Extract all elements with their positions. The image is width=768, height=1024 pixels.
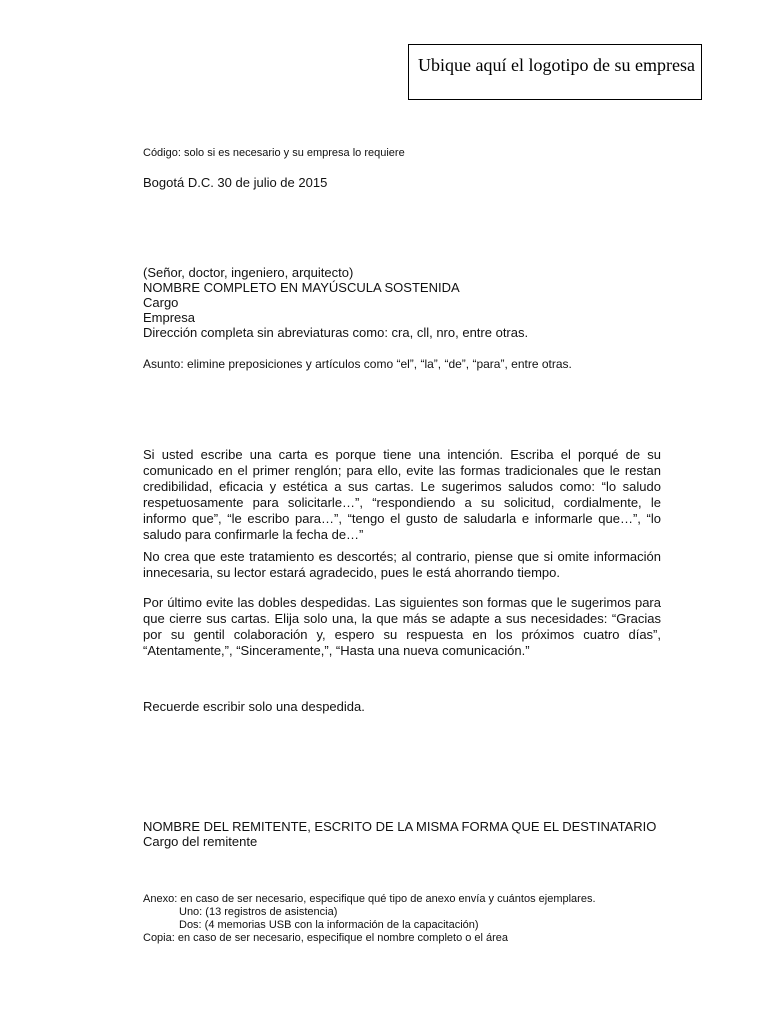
recipient-title-options: (Señor, doctor, ingeniero, arquitecto) — [143, 265, 354, 280]
body-paragraph-1: Si usted escribe una carta es porque tiene una intención. Escriba el porqué de su comunicado en el primer renglón; para ello, evite las formas tradicionales que le restan credibilidad, eficacia y estética a sus cartas. Le sugerimos saludos como: “lo saludo respetuosamente para solicitarle…”, “respondiendo a su solicitud, cordialmente, le informo que”, “le escribo para…”, “tengo el gusto de saludarla e informarle que…”, “lo saludo para confirmarle la fecha de…” — [143, 447, 661, 542]
body-paragraph-3: Por último evite las dobles despedidas. Las siguientes son formas que le sugerimos para que cierre sus cartas. Elija solo una, la que más se adapte a sus necesidades: “Gracias por su gentil colaboración y, espero su respuesta en los próximos cuatro días”, “Atentamente,”, “Sinceramente,”, “Hasta una nueva comunicación.” — [143, 595, 661, 658]
recipient-block — [143, 265, 528, 340]
recipient-address: Dirección completa sin abreviaturas como: cra, cll, nro, entre otras. — [143, 325, 529, 340]
logo-placeholder-box — [408, 44, 702, 100]
sender-block — [143, 819, 656, 849]
date-line: Bogotá D.C. 30 de julio de 2015 — [143, 175, 328, 190]
annex-block — [143, 893, 596, 945]
annex-item-2: Dos: (4 memorias USB con la información de la capacitación) — [179, 919, 479, 931]
copy-line: Copia: en caso de ser necesario, especifique el nombre completo o el área — [143, 932, 509, 944]
subject-line: Asunto: elimine preposiciones y artículos como “el”, “la”, “de”, “para”, entre otras. — [143, 357, 572, 371]
sender-position: Cargo del remitente — [143, 834, 258, 849]
annex-item-1: Uno: (13 registros de asistencia) — [179, 906, 338, 918]
recipient-name: NOMBRE COMPLETO EN MAYÚSCULA SOSTENIDA — [143, 280, 460, 295]
annex-label: Anexo: en caso de ser necesario, especifique qué tipo de anexo envía y cuántos ejemplares. — [143, 893, 596, 905]
recipient-position: Cargo — [143, 295, 179, 310]
closing-reminder: Recuerde escribir solo una despedida. — [143, 699, 365, 714]
recipient-company: Empresa — [143, 310, 196, 325]
code-line: Código: solo si es necesario y su empresa lo requiere — [143, 147, 405, 159]
sender-name: NOMBRE DEL REMITENTE, ESCRITO DE LA MISMA FORMA QUE EL DESTINATARIO — [143, 819, 657, 834]
logo-placeholder-text: Ubique aquí el logotipo de su empresa — [418, 55, 695, 75]
body-paragraph-2: No crea que este tratamiento es descortés; al contrario, piense que si omite información innecesaria, su lector estará agradecido, pues le está ahorrando tiempo. — [143, 549, 661, 580]
